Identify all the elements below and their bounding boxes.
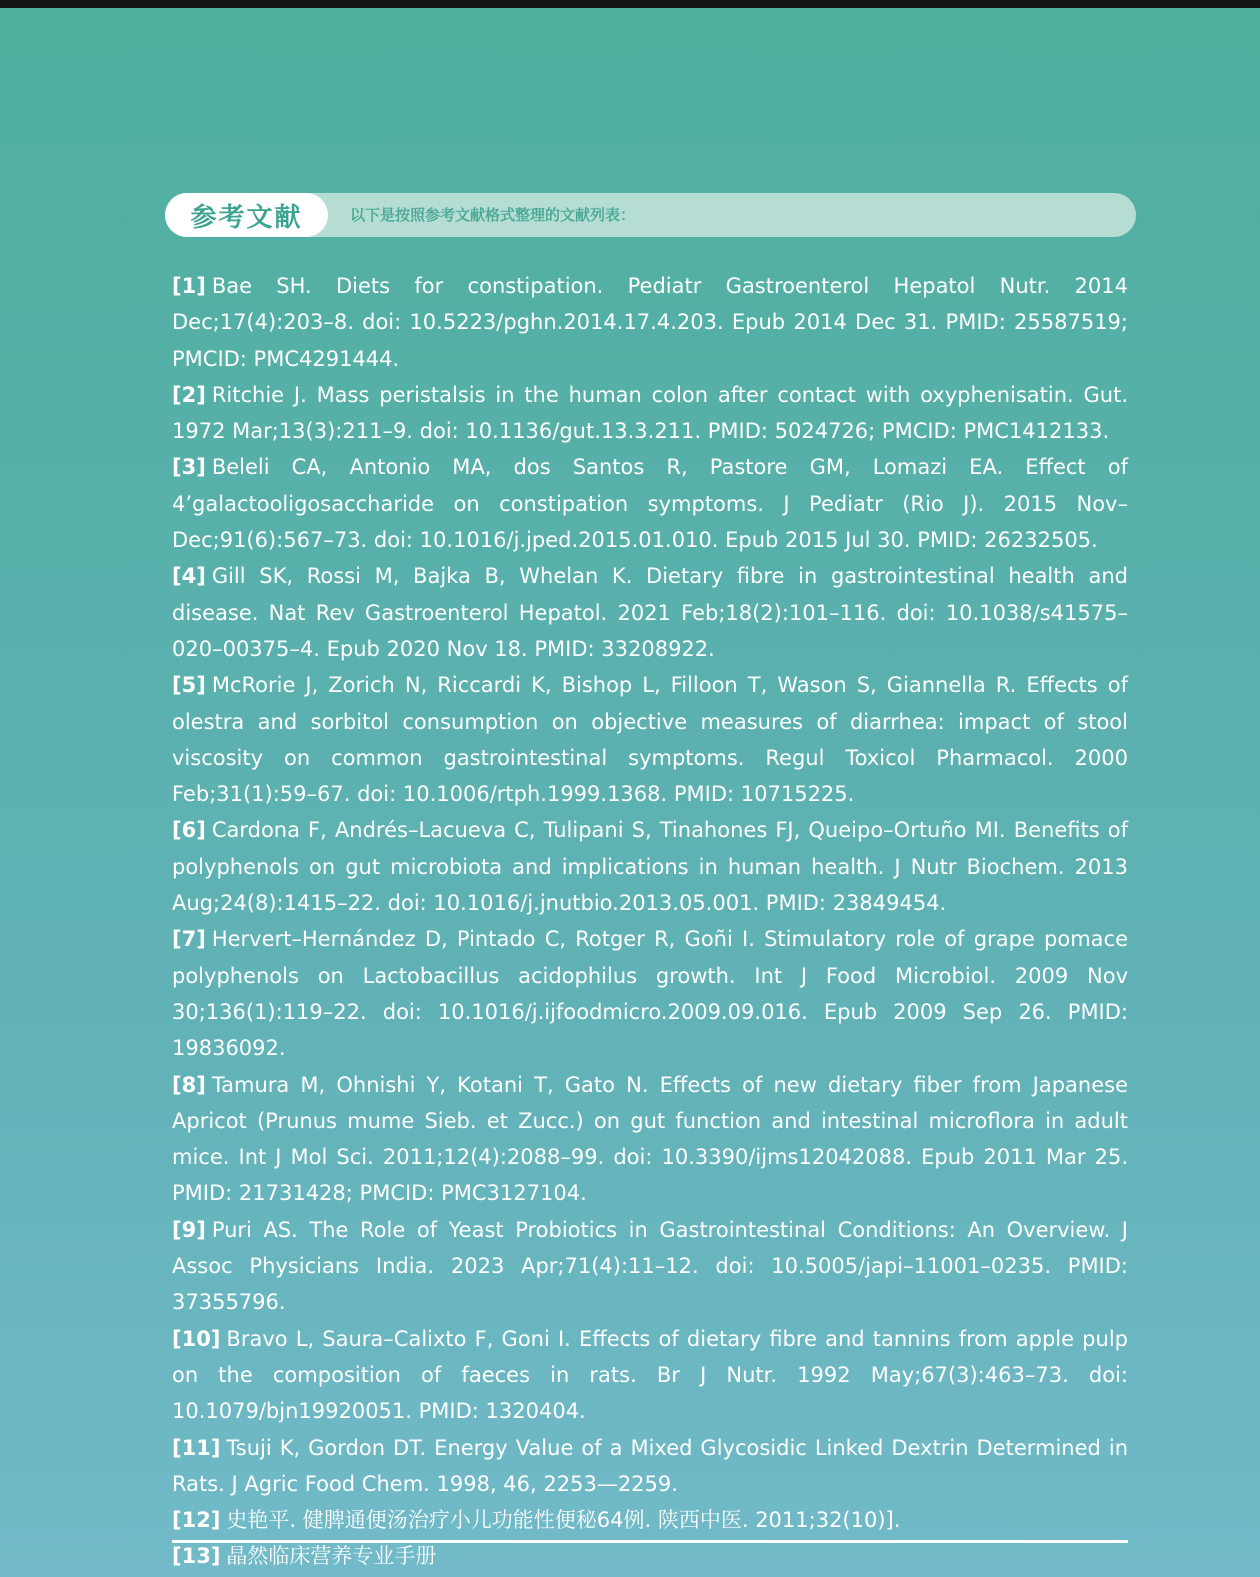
reference-item xyxy=(172,1212,1128,1321)
reference-item xyxy=(172,1430,1128,1503)
reference-item xyxy=(172,377,1128,450)
references-subtitle: 以下是按照参考文献格式整理的文献列表： xyxy=(350,206,636,224)
reference-item xyxy=(172,268,1128,377)
reference-number: [6] xyxy=(172,818,206,843)
reference-item xyxy=(172,812,1128,921)
bottom-divider xyxy=(172,1540,1128,1543)
reference-item xyxy=(172,1502,1128,1538)
reference-number: [4] xyxy=(172,564,206,589)
reference-list xyxy=(172,268,1128,1575)
reference-text: Gill SK, Rossi M, Bajka B, Whelan K. Dietary fibre in gastrointestinal health and disease. Nat Rev Gastroenterol Hepatol. 2021 Feb;18(2):101–116. doi: 10.1038/s41575–020–00375–4. Epub 2020 Nov 18. PMID: 33208922. xyxy=(172,564,1128,661)
reference-text: McRorie J, Zorich N, Riccardi K, Bishop L, Filloon T, Wason S, Giannella R. Effects of olestra and sorbitol consumption on objective measures of diarrhea: impact of stool viscosity on common gastrointestinal symptoms. Regul Toxicol Pharmacol. 2000 Feb;31(1):59–67. doi: 10.1006/rtph.1999.1368. PMID: 10715225. xyxy=(172,673,1128,807)
references-title: 参考文献 xyxy=(190,202,303,233)
reference-item xyxy=(172,1067,1128,1212)
reference-item xyxy=(172,558,1128,667)
reference-text: 晶然临床营养专业手册 xyxy=(226,1544,437,1569)
reference-number: [10] xyxy=(172,1326,221,1351)
reference-number: [12] xyxy=(172,1508,221,1533)
reference-number: [3] xyxy=(172,455,206,480)
reference-item xyxy=(172,667,1128,812)
reference-item xyxy=(172,1321,1128,1430)
reference-text: 史艳平. 健脾通便汤治疗小儿功能性便秘64例. 陕西中医. 2011;32(10)]. xyxy=(226,1508,901,1533)
reference-number: [7] xyxy=(172,927,206,952)
top-edge-strip xyxy=(0,0,1260,8)
reference-number: [1] xyxy=(172,274,206,298)
reference-text: Bravo L, Saura–Calixto F, Goni I. Effects of dietary fibre and tannins from apple pulp on the composition of faeces in rats. Br J Nutr. 1992 May;67(3):463–73. doi: 10.1079/bjn19920051. PMID: 1320404. xyxy=(172,1326,1128,1424)
reference-text: Tamura M, Ohnishi Y, Kotani T, Gato N. Effects of new dietary fiber from Japanese Apricot (Prunus mume Sieb. et Zucc.) on gut function and intestinal microflora in adult mice. Int J Mol Sci. 2011;12(4):2088–99. doi: 10.3390/ijms12042088. Epub 2011 Mar 25. PMID: 21731428; PMCID: PMC3127104. xyxy=(172,1072,1128,1206)
reference-item xyxy=(172,921,1128,1066)
reference-number: [5] xyxy=(172,673,206,698)
reference-text: Beleli CA, Antonio MA, dos Santos R, Pastore GM, Lomazi EA. Effect of 4’galactooligosaccharide on constipation symptoms. J Pediatr (Rio J). 2015 Nov–Dec;91(6):567–73. doi: 10.1016/j.jped.2015.01.010. Epub 2015 Jul 30. PMID: 26232505. xyxy=(172,455,1128,553)
reference-number: [13] xyxy=(172,1544,221,1569)
reference-text: Bae SH. Diets for constipation. Pediatr Gastroenterol Hepatol Nutr. 2014 Dec;17(4):203–8. doi: 10.5223/pghn.2014.17.4.203. Epub 2014 Dec 31. PMID: 25587519; PMCID: PMC4291444. xyxy=(172,274,1128,371)
references-title-pill xyxy=(165,193,328,237)
reference-number: [9] xyxy=(172,1217,206,1242)
reference-number: [11] xyxy=(172,1435,221,1460)
reference-number: [2] xyxy=(172,382,206,407)
reference-text: Tsuji K, Gordon DT. Energy Value of a Mixed Glycosidic Linked Dextrin Determined in Rats. J Agric Food Chem. 1998, 46, 2253—2259. xyxy=(172,1435,1128,1496)
reference-text: Puri AS. The Role of Yeast Probiotics in Gastrointestinal Conditions: An Overview. J Assoc Physicians India. 2023 Apr;71(4):11–12. doi: 10.5005/japi–11001–0235. PMID: 37355796. xyxy=(172,1217,1128,1315)
reference-item xyxy=(172,1538,1128,1574)
reference-text: Hervert–Hernández D, Pintado C, Rotger R, Goñi I. Stimulatory role of grape pomace polyphenols on Lactobacillus acidophilus growth. Int J Food Microbiol. 2009 Nov 30;136(1):119–22. doi: 10.1016/j.ijfoodmicro.2009.09.016. Epub 2009 Sep 26. PMID: 19836092. xyxy=(172,927,1128,1061)
reference-text: Cardona F, Andrés–Lacueva C, Tulipani S, Tinahones FJ, Queipo–Ortuño MI. Benefits of polyphenols on gut microbiota and implications in human health. J Nutr Biochem. 2013 Aug;24(8):1415–22. doi: 10.1016/j.jnutbio.2013.05.001. PMID: 23849454. xyxy=(172,818,1128,916)
references-header-bar xyxy=(165,193,1136,237)
reference-item xyxy=(172,449,1128,558)
reference-text: Ritchie J. Mass peristalsis in the human colon after contact with oxyphenisatin. Gut. 1972 Mar;13(3):211–9. doi: 10.1136/gut.13.3.211. PMID: 5024726; PMCID: PMC1412133. xyxy=(172,382,1128,444)
reference-number: [8] xyxy=(172,1072,206,1097)
